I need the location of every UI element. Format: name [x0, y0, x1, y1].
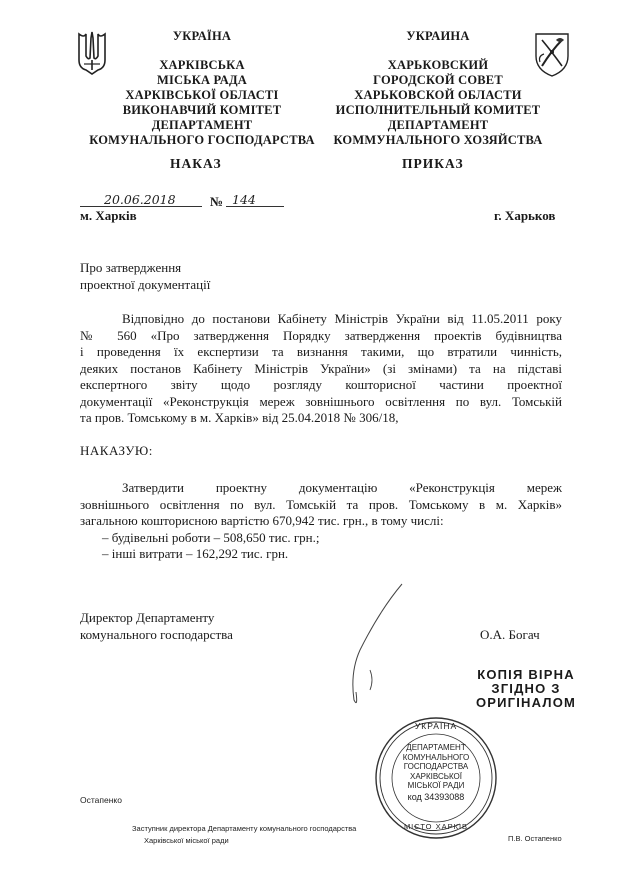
- subject-line: Про затвердження: [80, 260, 182, 275]
- seal-line: КОМУНАЛЬНОГО: [402, 752, 470, 762]
- seal-center: [374, 743, 498, 803]
- header-right-line: ХАРЬКОВСКИЙ: [387, 58, 489, 72]
- body-line: № 560 «Про затвердження Порядку затвердження проектів будівництва: [80, 327, 562, 343]
- certifier-name: П.В. Остапенко: [508, 834, 562, 843]
- header-right-line: КОММУНАЛЬНОГО ХОЗЯЙСТВА: [333, 133, 543, 147]
- order-line: зовнішнього освітлення по вул. Томській та пров. Томському в м. Харків»: [80, 496, 562, 512]
- certifier-line: Харківської міської ради: [144, 836, 229, 845]
- order-item: – інші витрати – 162,292 тис. грн.: [102, 546, 289, 561]
- header-left-line: ВИКОНАВЧИЙ КОМІТЕТ: [122, 103, 282, 117]
- signature-position-line: комунального господарства: [80, 626, 233, 642]
- header-left-country: УКРАЇНА: [172, 29, 232, 43]
- round-seal: [374, 716, 498, 840]
- header-right: [318, 29, 558, 148]
- header-right-line: ХАРЬКОВСКОЙ ОБЛАСТИ: [354, 88, 522, 102]
- seal-bottom: МІСТО ХАРКІВ: [403, 822, 469, 831]
- body-line: експертного звіту щодо розгляду кошторисної частини проектної: [80, 377, 562, 392]
- city-ua: м. Харків: [80, 208, 137, 223]
- seal-code: код 34393088: [407, 791, 465, 802]
- header-left: [84, 29, 320, 148]
- doc-type-ru: ПРИКАЗ: [402, 156, 464, 171]
- header-left-line: МІСЬКА РАДА: [156, 73, 248, 87]
- executor-name: Остапенко: [80, 795, 122, 805]
- copy-stamp-line: ОРИГІНАЛОМ: [475, 695, 577, 710]
- body-line: деяких постанов Кабінету Міністрів України» (зі змінами) та на підставі: [80, 360, 562, 376]
- body-line: та пров. Томському в м. Харків» від 25.04.2018 № 306/18,: [80, 410, 399, 425]
- order-line: Затвердити проектну документацію «Реконструкція мереж: [122, 480, 562, 495]
- order-paragraph: [80, 480, 562, 563]
- seal-line: ДЕПАРТАМЕНТ: [406, 743, 466, 752]
- seal-line: МІСЬКОЇ РАДИ: [407, 781, 465, 791]
- signature-position-line: Директор Департаменту: [80, 610, 215, 625]
- body-line: і проведення їх експертизи та визнання такими, що втратили чинність,: [80, 344, 562, 359]
- certifier-line: Заступник директора Департаменту комунального господарства: [132, 824, 357, 833]
- header-left-line: ХАРКІВСЬКОЇ ОБЛАСТІ: [125, 88, 279, 102]
- header-right-line: ДЕПАРТАМЕНТ: [387, 118, 489, 132]
- number-underline: [226, 206, 284, 207]
- header-right-line: ГОРОДСКОЙ СОВЕТ: [373, 73, 503, 87]
- city-ru: г. Харьков: [494, 208, 556, 223]
- header-right-line: ИСПОЛНИТЕЛЬНЫЙ КОМИТЕТ: [335, 103, 541, 117]
- seal-top: УКРАЇНА: [414, 721, 458, 731]
- header-left-line: ДЕПАРТАМЕНТ: [151, 118, 253, 132]
- signature-position: [80, 610, 233, 643]
- doc-date: 20.06.2018: [104, 192, 176, 207]
- header-left-line: КОМУНАЛЬНОГО ГОСПОДАРСТВА: [89, 133, 315, 147]
- order-item: – будівельні роботи – 508,650 тис. грн.;: [102, 529, 320, 545]
- signature-name: О.А. Богач: [480, 627, 540, 642]
- body-line: документації «Реконструкція мереж зовнішнього освітлення по вул. Томській: [80, 393, 562, 409]
- certifier-title: [132, 823, 356, 847]
- header-right-country: УКРАИНА: [406, 29, 470, 43]
- doc-type-ua: НАКАЗ: [170, 156, 222, 171]
- signature-scribble: [330, 580, 410, 710]
- header-left-line: ХАРКІВСЬКА: [159, 58, 245, 72]
- copy-stamp: [470, 668, 582, 710]
- body-paragraph: [80, 311, 562, 427]
- order-word: НАКАЗУЮ:: [80, 443, 153, 458]
- seal-line: ХАРКІВСЬКОЇ: [409, 771, 462, 781]
- subject: [80, 260, 210, 293]
- date-underline: [80, 206, 202, 207]
- order-line: загальною кошторисною вартістю 670,942 тис. грн., в тому числі:: [80, 513, 444, 528]
- doc-number: 144: [232, 192, 256, 207]
- subject-line: проектної документації: [80, 276, 211, 292]
- copy-stamp-line: КОПІЯ ВІРНА: [477, 667, 575, 682]
- body-line: Відповідно до постанови Кабінету Міністрів України від 11.05.2011 року: [122, 311, 562, 326]
- seal-line: ГОСПОДАРСТВА: [403, 762, 469, 772]
- copy-stamp-line: ЗГІДНО З: [491, 681, 561, 696]
- number-label: №: [210, 194, 224, 209]
